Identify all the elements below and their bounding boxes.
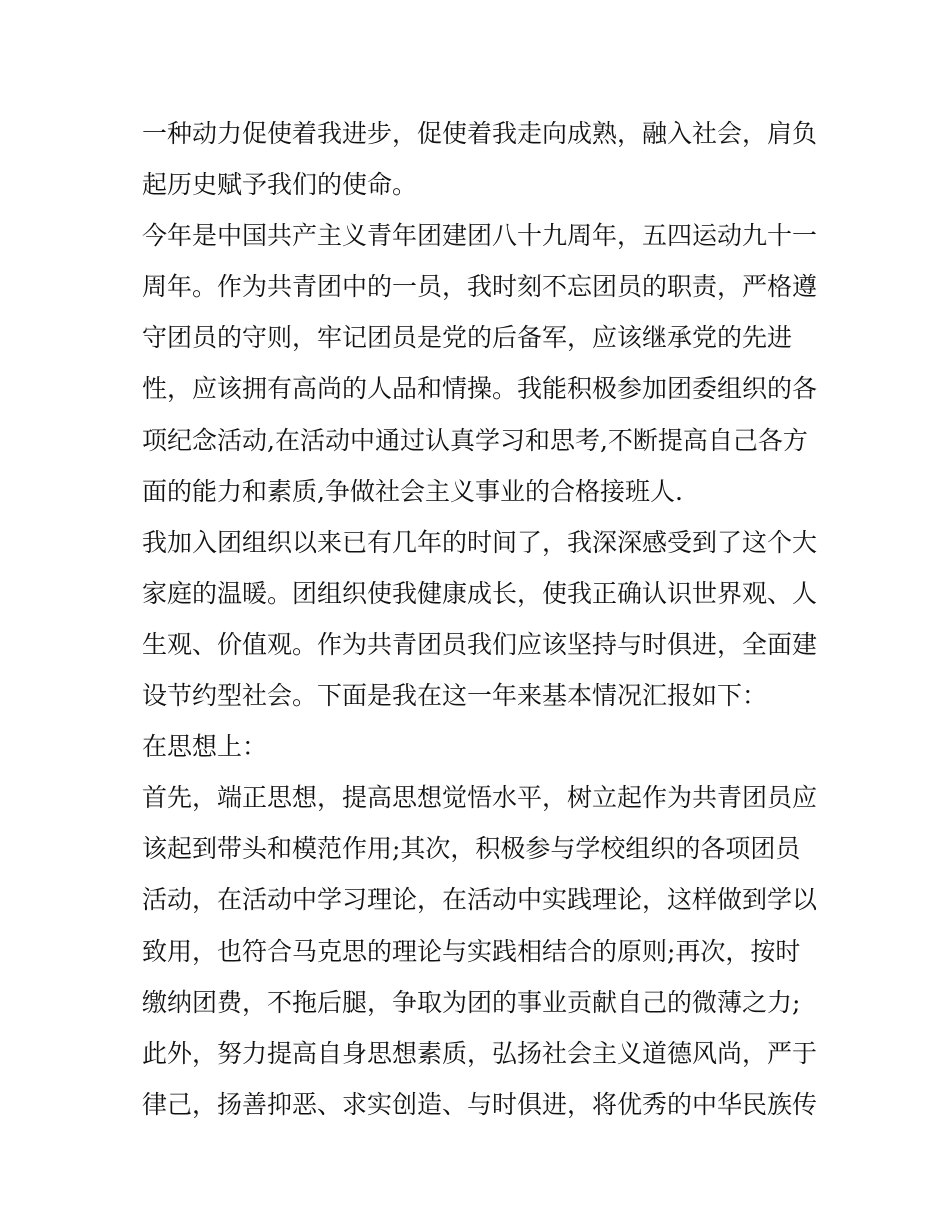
text-line: 家庭的温暖。团组织使我健康成长，使我正确认识世界观、人 (142, 578, 818, 608)
text-line: 守团员的守则，牢记团员是党的后备军，应该继承党的先进 (142, 323, 793, 353)
text-line: 性，应该拥有高尚的人品和情操。我能积极参加团委组织的各 (142, 374, 818, 404)
text-line: 设节约型社会。下面是我在这一年来基本情况汇报如下： (142, 681, 768, 711)
text-line: 生观、价值观。作为共青团员我们应该坚持与时俱进，全面建 (142, 629, 818, 659)
text-line: 面的能力和素质,争做社会主义事业的合格接班人. (142, 476, 683, 506)
text-line: 我加入团组织以来已有几年的时间了，我深深感受到了这个大 (142, 527, 818, 557)
text-line: 活动，在活动中学习理论，在活动中实践理论，这样做到学以 (142, 885, 818, 915)
text-line: 项纪念活动,在活动中通过认真学习和思考,不断提高自己各方 (142, 425, 808, 455)
text-line: 致用，也符合马克思的理论与实践相结合的原则;再次，按时 (142, 936, 801, 966)
text-line: 周年。作为共青团中的一员，我时刻不忘团员的职责，严格遵 (142, 272, 818, 302)
text-line: 今年是中国共产主义青年团建团八十九周年，五四运动九十一 (142, 221, 818, 251)
text-line: 律己，扬善抑恶、求实创造、与时俱进，将优秀的中华民族传 (142, 1089, 818, 1119)
section-heading: 在思想上： (142, 732, 268, 762)
document-body (142, 108, 822, 1130)
text-line: 该起到带头和模范作用;其次，积极参与学校组织的各项团员 (142, 834, 801, 864)
text-line: 此外，努力提高自身思想素质，弘扬社会主义道德风尚，严于 (142, 1038, 818, 1068)
text-line: 缴纳团费，不拖后腿，争取为团的事业贡献自己的微薄之力; (142, 987, 801, 1017)
text-line: 首先，端正思想，提高思想觉悟水平，树立起作为共青团员应 (142, 783, 818, 813)
text-line: 起历史赋予我们的使命。 (142, 170, 418, 200)
text-line: 一种动力促使着我进步，促使着我走向成熟，融入社会，肩负 (142, 119, 818, 148)
